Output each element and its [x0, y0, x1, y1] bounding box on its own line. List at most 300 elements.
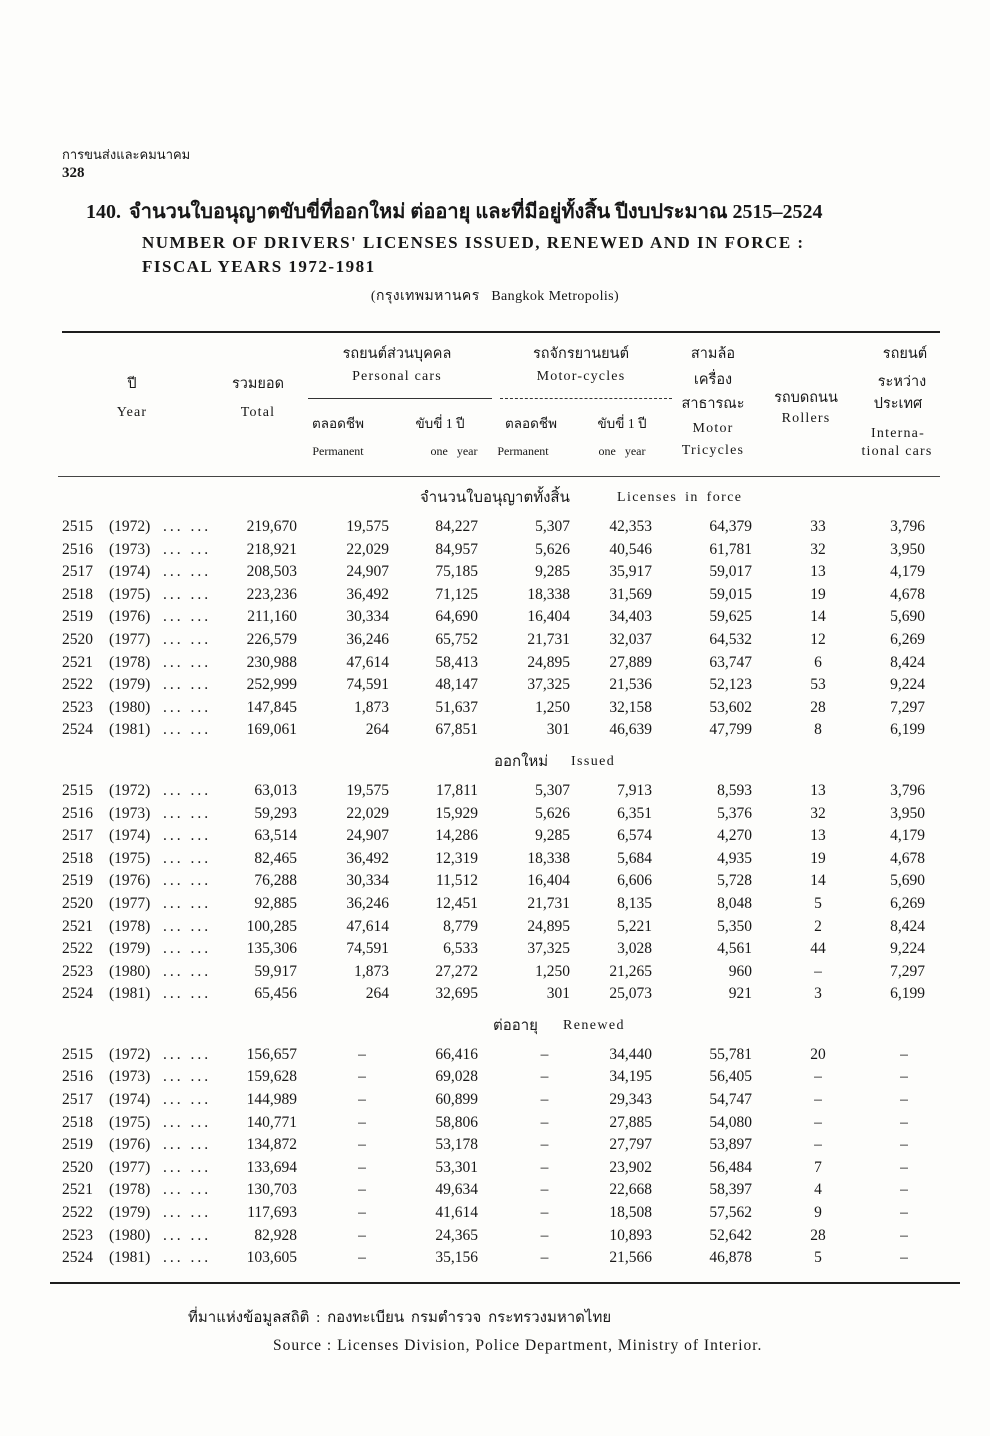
cell-personal-one-year: 75,185 [435, 563, 478, 581]
cell-rollers: 32 [810, 540, 826, 558]
cell-personal-one-year: 71,125 [435, 585, 478, 603]
table-row [0, 961, 990, 984]
col-header-motorcycle-permanent-thai: ตลอดชีพ [505, 416, 557, 431]
cell-personal-one-year: 8,779 [443, 917, 478, 935]
col-header-tricycles-english-2: Tricycles [681, 443, 745, 458]
col-header-international-thai-2: ระหว่าง [877, 374, 927, 390]
cell-total: 140,771 [246, 1113, 297, 1131]
section-label [0, 1006, 990, 1044]
table-top-rule [62, 331, 940, 333]
cell-leader-dots: ... ... [163, 781, 212, 799]
cell-international-cars: – [900, 1158, 908, 1176]
col-header-personal-cars-english: Personal cars [352, 369, 442, 384]
cell-leader-dots: ... ... [163, 630, 212, 648]
cell-personal-one-year: 58,413 [435, 653, 478, 671]
col-header-total-thai: รวมยอด [231, 376, 285, 392]
cell-motor-tricycles: 5,350 [717, 917, 752, 935]
cell-motorcycle-one-year: 8,135 [617, 894, 652, 912]
cell-total: 208,503 [246, 563, 297, 581]
cell-total: 252,999 [246, 676, 297, 694]
cell-leader-dots: ... ... [163, 1226, 212, 1244]
cell-leader-dots: ... ... [163, 1113, 212, 1131]
cell-year-ce: (1977) [109, 630, 151, 648]
cell-total: 59,917 [254, 962, 297, 980]
cell-motorcycle-permanent: – [540, 1249, 549, 1267]
cell-motorcycle-one-year: 27,797 [609, 1136, 652, 1154]
cell-year-ce: (1972) [109, 1045, 151, 1063]
cell-leader-dots: ... ... [163, 676, 212, 694]
cell-motorcycle-one-year: 5,221 [617, 917, 652, 935]
cell-rollers: 13 [810, 781, 826, 799]
cell-personal-permanent: – [358, 1249, 366, 1267]
cell-leader-dots: ... ... [163, 653, 212, 671]
cell-motor-tricycles: 921 [728, 985, 752, 1003]
cell-personal-permanent: – [358, 1045, 366, 1063]
source-note-thai: ที่มาแห่งข้อมูลสถิติ : กองทะเบียน กรมตำรวจ กระทรวงมหาดไทย [188, 1310, 612, 1326]
cell-rollers: 2 [814, 917, 822, 935]
cell-rollers: 14 [810, 608, 826, 626]
cell-motor-tricycles: 55,781 [709, 1045, 752, 1063]
cell-year-be: 2518 [62, 585, 93, 603]
cell-year-be: 2521 [62, 653, 93, 671]
cell-personal-permanent: 74,591 [346, 676, 389, 694]
cell-year-be: 2518 [62, 1113, 93, 1131]
cell-personal-one-year: 11,512 [435, 872, 478, 890]
cell-total: 135,306 [246, 940, 297, 958]
cell-leader-dots: ... ... [163, 1045, 212, 1063]
table-row [0, 1157, 990, 1180]
cell-total: 117,693 [247, 1204, 297, 1222]
section-label-english: Licenses in force [617, 490, 743, 505]
col-header-motorcycle-one-year-english: one year [598, 444, 646, 458]
cell-motorcycle-permanent: 5,307 [535, 781, 570, 799]
cell-motorcycle-permanent: 301 [546, 985, 570, 1003]
cell-personal-permanent: 24,907 [346, 827, 389, 845]
col-header-motor-cycles-english: Motor-cycles [536, 369, 626, 384]
cell-personal-permanent: – [358, 1181, 366, 1199]
cell-personal-permanent: 74,591 [346, 940, 389, 958]
col-header-tricycles-thai-1: สามล้อ [690, 346, 736, 362]
cell-rollers: 13 [810, 563, 826, 581]
cell-motorcycle-permanent: 37,325 [527, 940, 570, 958]
cell-year-ce: (1972) [109, 518, 151, 535]
cell-year-be: 2522 [62, 1204, 93, 1222]
cell-motorcycle-permanent: – [540, 1204, 549, 1222]
cell-motorcycle-permanent: 5,626 [535, 804, 570, 822]
col-header-total-english: Total [240, 405, 276, 420]
cell-motorcycle-one-year: 22,668 [609, 1181, 652, 1199]
cell-personal-one-year: 51,637 [435, 698, 478, 716]
cell-international-cars: 6,199 [890, 721, 925, 739]
cell-leader-dots: ... ... [163, 518, 212, 535]
cell-year-ce: (1976) [109, 608, 151, 626]
cell-leader-dots: ... ... [163, 608, 212, 626]
cell-leader-dots: ... ... [163, 721, 212, 739]
cell-international-cars: – [900, 1181, 908, 1199]
cell-personal-permanent: 36,246 [346, 894, 389, 912]
cell-motor-tricycles: 8,048 [717, 894, 752, 912]
col-header-international-english-2: tional cars [861, 444, 933, 459]
col-header-international-thai-1: รถยนต์ [882, 346, 928, 362]
cell-total: 134,872 [246, 1136, 297, 1154]
col-header-tricycles-thai-3: สาธารณะ [681, 396, 745, 412]
cell-total: 169,061 [246, 721, 297, 739]
cell-personal-permanent: – [358, 1113, 366, 1131]
cell-personal-permanent: – [358, 1091, 366, 1109]
cell-personal-permanent: 22,029 [346, 540, 389, 558]
table-row [0, 1179, 990, 1202]
cell-year-ce: (1977) [109, 894, 151, 912]
section-label-thai: ออกใหม่ [494, 753, 549, 770]
cell-year-be: 2521 [62, 1181, 93, 1199]
cell-leader-dots: ... ... [163, 1068, 212, 1086]
cell-rollers: 19 [810, 585, 826, 603]
cell-year-be: 2517 [62, 1091, 93, 1109]
cell-year-ce: (1975) [109, 585, 151, 603]
cell-international-cars: 4,179 [890, 563, 925, 581]
cell-motor-tricycles: 52,642 [709, 1226, 752, 1244]
cell-motorcycle-permanent: 5,626 [535, 540, 570, 558]
cell-year-be: 2516 [62, 540, 93, 558]
cell-motorcycle-one-year: 32,158 [609, 698, 652, 716]
cell-motorcycle-permanent: 9,285 [535, 827, 570, 845]
table-row [0, 983, 990, 1006]
cell-total: 211,160 [247, 608, 297, 626]
running-header: การขนส่งและคมนาคม [62, 147, 191, 162]
cell-rollers: 6 [814, 653, 822, 671]
cell-total: 156,657 [246, 1045, 297, 1063]
cell-year-ce: (1973) [109, 804, 151, 822]
cell-total: 218,921 [246, 540, 297, 558]
cell-international-cars: 3,950 [890, 804, 925, 822]
cell-personal-one-year: 66,416 [435, 1045, 478, 1063]
cell-motor-tricycles: 59,625 [709, 608, 752, 626]
cell-personal-permanent: – [358, 1136, 366, 1154]
cell-total: 63,514 [254, 827, 297, 845]
cell-personal-one-year: 12,451 [435, 894, 478, 912]
cell-motorcycle-permanent: – [540, 1091, 549, 1109]
cell-international-cars: 4,678 [890, 849, 925, 867]
cell-international-cars: – [900, 1113, 908, 1131]
table-row [0, 516, 990, 539]
cell-international-cars: – [900, 1249, 908, 1267]
cell-international-cars: 9,224 [890, 676, 925, 694]
table-title-english-line-2: FISCAL YEARS 1972-1981 [142, 257, 376, 276]
cell-year-be: 2520 [62, 1158, 93, 1176]
cell-total: 100,285 [246, 917, 297, 935]
cell-personal-one-year: 53,178 [435, 1136, 478, 1154]
cell-year-be: 2520 [62, 630, 93, 648]
cell-international-cars: – [900, 1091, 908, 1109]
cell-personal-permanent: 30,334 [346, 608, 389, 626]
cell-international-cars: 7,297 [890, 698, 925, 716]
cell-motorcycle-permanent: – [540, 1226, 549, 1244]
cell-year-be: 2515 [62, 518, 93, 535]
cell-personal-one-year: 53,301 [435, 1158, 478, 1176]
cell-motor-tricycles: 4,270 [717, 827, 752, 845]
cell-personal-permanent: 47,614 [346, 917, 389, 935]
cell-total: 130,703 [246, 1181, 297, 1199]
cell-rollers: – [814, 1113, 822, 1131]
table-row [0, 938, 990, 961]
cell-motor-tricycles: 64,532 [709, 630, 752, 648]
cell-motorcycle-permanent: – [540, 1068, 549, 1086]
table-title-english-line-1: NUMBER OF DRIVERS' LICENSES ISSUED, RENEWED AND IN FORCE : [142, 233, 805, 252]
cell-rollers: 12 [810, 630, 826, 648]
cell-leader-dots: ... ... [163, 849, 212, 867]
cell-year-ce: (1974) [109, 563, 151, 581]
cell-rollers: 19 [810, 849, 826, 867]
cell-total: 226,579 [246, 630, 297, 648]
table-row [0, 1066, 990, 1089]
cell-motorcycle-one-year: 32,037 [609, 630, 652, 648]
table-header-rule [58, 476, 940, 477]
cell-motor-tricycles: 47,799 [709, 721, 752, 739]
cell-motorcycle-one-year: 34,440 [609, 1045, 652, 1063]
cell-motorcycle-one-year: 6,574 [617, 827, 652, 845]
cell-rollers: 8 [814, 721, 822, 739]
cell-motor-tricycles: 53,602 [709, 698, 752, 716]
cell-motor-tricycles: 5,376 [717, 804, 752, 822]
cell-motor-tricycles: 59,015 [709, 585, 752, 603]
cell-leader-dots: ... ... [163, 894, 212, 912]
section-label-english: Issued [571, 753, 616, 769]
cell-year-ce: (1975) [109, 849, 151, 867]
cell-year-ce: (1979) [109, 940, 151, 958]
cell-motorcycle-permanent: 21,731 [527, 894, 570, 912]
cell-international-cars: 3,796 [890, 781, 925, 799]
cell-leader-dots: ... ... [163, 872, 212, 890]
col-header-year-english: Year [116, 405, 148, 420]
cell-year-ce: (1979) [109, 1204, 151, 1222]
cell-year-ce: (1979) [109, 676, 151, 694]
cell-year-be: 2519 [62, 608, 93, 626]
section-label [0, 742, 990, 780]
cell-year-be: 2517 [62, 563, 93, 581]
cell-year-be: 2516 [62, 804, 93, 822]
cell-leader-dots: ... ... [163, 827, 212, 845]
cell-motorcycle-one-year: 23,902 [609, 1158, 652, 1176]
cell-personal-one-year: 65,752 [435, 630, 478, 648]
cell-international-cars: 6,269 [890, 630, 925, 648]
col-header-personal-one-year-thai: ขับขี่ 1 ปี [415, 416, 465, 431]
cell-motorcycle-one-year: 21,536 [609, 676, 652, 694]
cell-year-be: 2516 [62, 1068, 93, 1086]
cell-rollers: 4 [814, 1181, 822, 1199]
table-row [0, 539, 990, 562]
cell-leader-dots: ... ... [163, 985, 212, 1003]
cell-year-ce: (1978) [109, 917, 151, 935]
cell-personal-permanent: 19,575 [346, 518, 389, 535]
cell-leader-dots: ... ... [163, 1249, 212, 1267]
cell-rollers: – [814, 1091, 822, 1109]
cell-rollers: 7 [814, 1158, 822, 1176]
cell-motor-tricycles: 53,897 [709, 1136, 752, 1154]
cell-total: 63,013 [254, 781, 297, 799]
cell-year-be: 2522 [62, 676, 93, 694]
cell-leader-dots: ... ... [163, 563, 212, 581]
cell-personal-permanent: – [358, 1204, 366, 1222]
cell-motorcycle-permanent: 21,731 [527, 630, 570, 648]
cell-motorcycle-one-year: 6,351 [617, 804, 652, 822]
table-title-thai-text: จำนวนใบอนุญาตขับขี่ที่ออกใหม่ ต่ออายุ และที่มีอยู่ทั้งสิ้น ปีงบประมาณ 2515–2524 [129, 201, 823, 223]
table-row [0, 916, 990, 939]
cell-year-ce: (1976) [109, 1136, 151, 1154]
cell-personal-permanent: 264 [365, 721, 389, 739]
cell-year-ce: (1977) [109, 1158, 151, 1176]
cell-international-cars: 7,297 [890, 962, 925, 980]
cell-motorcycle-one-year: 27,889 [609, 653, 652, 671]
cell-motorcycle-permanent: 16,404 [527, 608, 570, 626]
cell-motorcycle-one-year: 46,639 [609, 721, 652, 739]
col-header-motor-cycles-thai: รถจักรยานยนต์ [532, 346, 629, 362]
cell-motorcycle-one-year: 7,913 [617, 781, 652, 799]
cell-personal-permanent: 19,575 [346, 781, 389, 799]
cell-year-ce: (1980) [109, 962, 151, 980]
section-label [0, 478, 990, 516]
cell-personal-one-year: 84,227 [435, 518, 478, 535]
cell-motorcycle-permanent: 301 [546, 721, 570, 739]
cell-personal-permanent: 36,492 [346, 585, 389, 603]
cell-motorcycle-permanent: – [540, 1158, 549, 1176]
cell-motor-tricycles: 46,878 [709, 1249, 752, 1267]
cell-motor-tricycles: 54,080 [709, 1113, 752, 1131]
table-row [0, 1089, 990, 1112]
cell-personal-permanent: 1,873 [354, 698, 389, 716]
cell-personal-permanent: 47,614 [346, 653, 389, 671]
cell-rollers: – [814, 1136, 822, 1154]
cell-personal-one-year: 67,851 [435, 721, 478, 739]
cell-total: 230,988 [246, 653, 297, 671]
cell-personal-one-year: 69,028 [435, 1068, 478, 1086]
cell-motorcycle-one-year: 42,353 [609, 518, 652, 535]
cell-motorcycle-permanent: 5,307 [535, 518, 570, 535]
cell-personal-one-year: 84,957 [435, 540, 478, 558]
table-row [0, 893, 990, 916]
table-title-thai [86, 198, 926, 226]
cell-total: 144,989 [246, 1091, 297, 1109]
personal-cars-span-rule [308, 398, 492, 399]
cell-motorcycle-one-year: 5,684 [617, 849, 652, 867]
cell-total: 59,293 [254, 804, 297, 822]
section-label-english: Renewed [563, 1017, 625, 1033]
table-body [0, 478, 990, 1270]
col-header-international-thai-3: ประเทศ [873, 396, 923, 412]
table-row [0, 825, 990, 848]
cell-total: 219,670 [246, 518, 297, 535]
cell-international-cars: – [900, 1136, 908, 1154]
cell-international-cars: – [900, 1204, 908, 1222]
section-licenses-in-force [0, 478, 990, 742]
cell-motorcycle-permanent: – [540, 1181, 549, 1199]
cell-year-be: 2521 [62, 917, 93, 935]
table-row [0, 719, 990, 742]
cell-year-ce: (1981) [109, 1249, 151, 1267]
cell-motorcycle-permanent: – [540, 1045, 549, 1063]
cell-motor-tricycles: 8,593 [717, 781, 752, 799]
cell-motorcycle-one-year: 34,195 [609, 1068, 652, 1086]
table-row [0, 1134, 990, 1157]
cell-motorcycle-permanent: 1,250 [535, 698, 570, 716]
cell-year-be: 2515 [62, 781, 93, 799]
table-number: 140. [86, 201, 121, 223]
cell-personal-one-year: 64,690 [435, 608, 478, 626]
cell-international-cars: 3,796 [890, 518, 925, 535]
cell-year-be: 2520 [62, 894, 93, 912]
cell-year-ce: (1980) [109, 1226, 151, 1244]
cell-year-ce: (1974) [109, 1091, 151, 1109]
col-header-personal-one-year-english: one year [430, 444, 478, 458]
cell-international-cars: 6,269 [890, 894, 925, 912]
cell-year-be: 2523 [62, 698, 93, 716]
cell-year-ce: (1981) [109, 985, 151, 1003]
cell-rollers: 9 [814, 1204, 822, 1222]
cell-total: 92,885 [254, 894, 297, 912]
cell-year-ce: (1980) [109, 698, 151, 716]
table-row [0, 629, 990, 652]
cell-rollers: 5 [814, 894, 822, 912]
col-header-rollers-thai: รถบดถนน [774, 390, 838, 406]
cell-international-cars: 6,199 [890, 985, 925, 1003]
cell-motorcycle-one-year: 29,343 [609, 1091, 652, 1109]
col-header-personal-cars-thai: รถยนต์ส่วนบุคคล [342, 346, 452, 362]
cell-personal-one-year: 60,899 [435, 1091, 478, 1109]
cell-motorcycle-one-year: 31,569 [609, 585, 652, 603]
cell-year-be: 2523 [62, 962, 93, 980]
cell-motorcycle-one-year: 3,028 [617, 940, 652, 958]
cell-personal-permanent: 22,029 [346, 804, 389, 822]
cell-motorcycle-one-year: 27,885 [609, 1113, 652, 1131]
cell-motor-tricycles: 59,017 [709, 563, 752, 581]
cell-motorcycle-permanent: 16,404 [527, 872, 570, 890]
cell-motorcycle-one-year: 18,508 [609, 1204, 652, 1222]
cell-year-be: 2524 [62, 1249, 93, 1267]
cell-year-be: 2519 [62, 872, 93, 890]
cell-personal-permanent: 1,873 [354, 962, 389, 980]
col-header-motorcycle-one-year-thai: ขับขี่ 1 ปี [597, 416, 647, 431]
section-issued [0, 742, 990, 1006]
cell-year-be: 2519 [62, 1136, 93, 1154]
col-header-international-english-1: Interna- [871, 426, 925, 441]
cell-personal-permanent: 30,334 [346, 872, 389, 890]
cell-motorcycle-permanent: 18,338 [527, 585, 570, 603]
cell-personal-permanent: 36,246 [346, 630, 389, 648]
cell-total: 82,465 [254, 849, 297, 867]
cell-motorcycle-one-year: 10,893 [609, 1226, 652, 1244]
cell-year-be: 2524 [62, 721, 93, 739]
col-header-motorcycle-permanent-english: Permanent [497, 444, 549, 458]
cell-motorcycle-one-year: 34,403 [609, 608, 652, 626]
table-row [0, 780, 990, 803]
table-row [0, 697, 990, 720]
cell-international-cars: 5,690 [890, 872, 925, 890]
cell-leader-dots: ... ... [163, 804, 212, 822]
cell-leader-dots: ... ... [163, 1204, 212, 1222]
cell-personal-permanent: – [358, 1068, 366, 1086]
table-bottom-rule [50, 1282, 960, 1284]
cell-motor-tricycles: 56,484 [709, 1158, 752, 1176]
cell-motorcycle-permanent: 37,325 [527, 676, 570, 694]
cell-personal-one-year: 6,533 [443, 940, 478, 958]
col-header-tricycles-thai-2: เครื่อง [693, 372, 733, 388]
cell-motor-tricycles: 54,747 [709, 1091, 752, 1109]
table-row [0, 1225, 990, 1248]
cell-leader-dots: ... ... [163, 962, 212, 980]
cell-year-ce: (1976) [109, 872, 151, 890]
table-row [0, 848, 990, 871]
cell-motor-tricycles: 58,397 [709, 1181, 752, 1199]
col-header-personal-permanent-thai: ตลอดชีพ [312, 416, 364, 431]
